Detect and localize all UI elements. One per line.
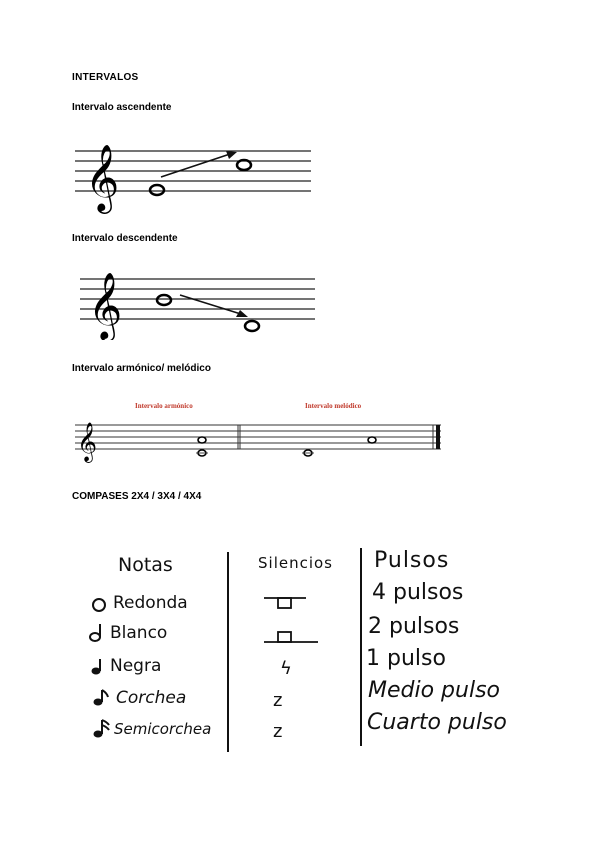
half-rest-icon: [262, 629, 322, 647]
treble-clef-icon: 𝄞: [88, 271, 123, 339]
beats-value: Medio pulso: [368, 678, 500, 703]
interval-arrow-icon: [161, 153, 233, 177]
whole-note-icon: [198, 437, 206, 443]
whole-note-icon: [90, 596, 108, 614]
sixteenth-note-icon: [92, 718, 112, 740]
treble-clef-icon: 𝄞: [77, 422, 98, 462]
note-name: Negra: [110, 656, 162, 676]
notes-header: Notas: [118, 554, 173, 576]
note-name: Redonda: [113, 593, 188, 613]
harmonic-melodic-heading: Intervalo armónico/ melódico: [72, 363, 211, 374]
ascending-heading: Intervalo ascendente: [72, 102, 172, 113]
quarter-note-icon: [90, 657, 106, 677]
beats-value: 2 pulsos: [368, 614, 460, 639]
half-note-icon: [88, 622, 106, 644]
eighth-rest-icon: z: [273, 690, 283, 711]
treble-clef-icon: 𝄞: [85, 143, 120, 211]
melodic-caption: Intervalo melódico: [305, 402, 362, 410]
beats-value: 4 pulsos: [372, 580, 464, 605]
whole-note-icon: [157, 295, 171, 305]
descending-staff: [80, 265, 320, 340]
final-barline: [436, 425, 440, 449]
beats-value: 1 pulso: [366, 646, 446, 671]
quarter-rest-icon: ϟ: [280, 658, 292, 679]
whole-note-icon: [150, 185, 164, 195]
note-name: Blanco: [110, 623, 168, 643]
time-signatures-heading: COMPASES 2X4 / 3X4 / 4X4: [72, 491, 202, 502]
note-name: Semicorchea: [114, 720, 212, 738]
whole-rest-icon: [262, 595, 308, 613]
interval-arrow-icon: [180, 295, 244, 315]
sixteenth-rest-icon: z: [273, 721, 283, 742]
ascending-staff: [75, 135, 315, 215]
harmonic-caption: Intervalo armónico: [135, 402, 193, 410]
whole-note-icon: [368, 437, 376, 443]
harmonic-melodic-staff: [75, 395, 445, 465]
rests-header: Silencios: [258, 554, 333, 572]
rhythm-table: [0, 540, 600, 760]
column-divider: [360, 548, 362, 746]
beats-header: Pulsos: [374, 548, 450, 573]
beats-value: Cuarto pulso: [367, 710, 507, 735]
whole-note-icon: [245, 321, 259, 331]
descending-heading: Intervalo descendente: [72, 233, 178, 244]
eighth-note-icon: [92, 688, 110, 708]
column-divider: [227, 552, 229, 752]
page-title: INTERVALOS: [72, 72, 139, 83]
note-name: Corchea: [116, 688, 187, 708]
